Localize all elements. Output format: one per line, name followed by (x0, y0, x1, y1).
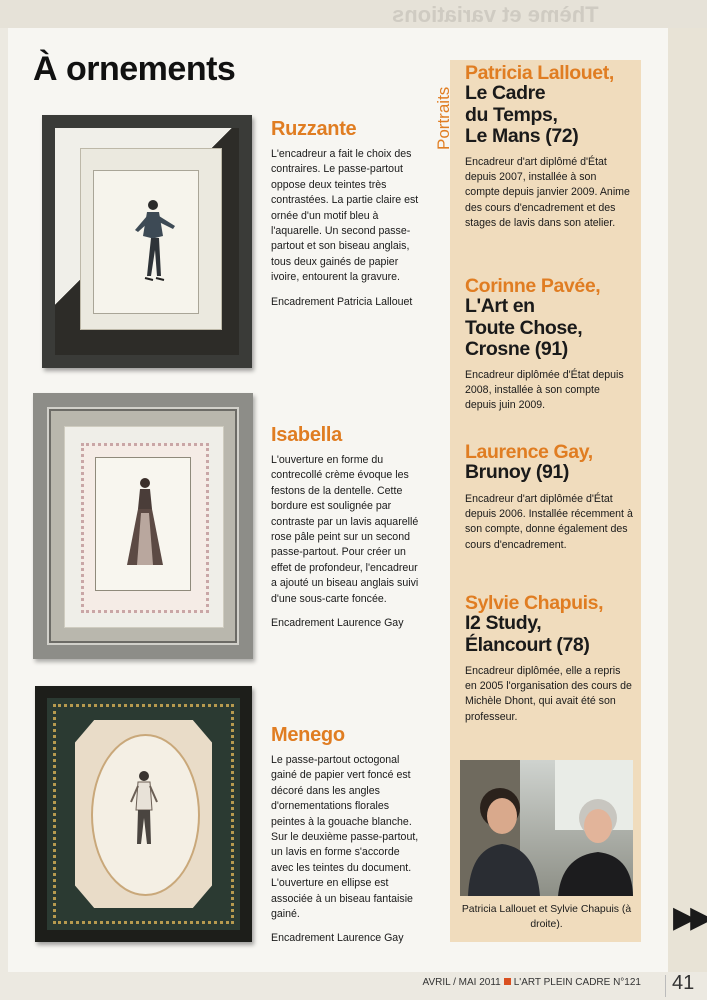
article-credit: Encadrement Laurence Gay (271, 617, 404, 630)
footer-issue: AVRIL / MAI 2011 (422, 977, 501, 988)
article-body: Le passe-partout octogonal gainé de papier vert foncé est décoré dans les angles d'ornementations florales peintes à la gouache blanche. Sur le deuxième passe-partout, un lavis en forme s'accorde avec les teintes du document. L'ouverture en ellipse est associée à un biseau fantaisie gainé. (271, 754, 419, 921)
portrait-patricia-lallouet (465, 63, 633, 232)
menego-framed-artwork (35, 686, 252, 942)
article-credit: Encadrement Patricia Lallouet (271, 295, 413, 308)
two-women-photo-icon (460, 760, 633, 896)
harlequin-figure-icon (125, 196, 181, 291)
photo-caption: Patricia Lallouet et Sylvie Chapuis (à droite). (461, 904, 632, 930)
article-isabella (271, 424, 421, 631)
portrait-shop: I2 Study, Élancourt (78) (465, 612, 590, 656)
article-menego (271, 724, 421, 947)
portraits-label: Portraits (434, 86, 453, 150)
portrait-shop: Le Cadre du Temps, Le Mans (72) (465, 82, 579, 147)
article-body: L'encadreur a fait le choix des contraires. Le passe-partout oppose deux teintes très contrastées. La partie claire est ornée d'un motif bleu à l'aquarelle. Un second passe-partout et son biseau anglais, tous deux gainés de papier ivoire, entourent la gravure. (271, 148, 419, 284)
portrait-name: Sylvie Chapuis, (465, 592, 604, 614)
portrait-description: Encadreur diplômée d'État depuis 2008, installée à son compte depuis juin 2009. (465, 368, 624, 412)
portrait-shop: L'Art en Toute Chose, Crosne (91) (465, 295, 583, 360)
portrait-sylvie-chapuis (465, 593, 633, 725)
portrait-name: Patricia Lallouet, (465, 62, 614, 84)
portrait-description: Encadreur diplômée, elle a repris en 2005 l'organisation des cours de Michèle Dhont, qui avait été son professeur. (465, 664, 632, 723)
page-edge (668, 28, 707, 972)
article-credit: Encadrement Laurence Gay (271, 932, 404, 945)
show-through-title: Thème et variations (392, 2, 599, 27)
ruzzante-framed-artwork (42, 115, 252, 368)
portrait-laurence-gay (465, 442, 633, 553)
isabella-framed-artwork (33, 393, 253, 659)
page-number: 41 (672, 972, 695, 994)
footer-divider (665, 975, 666, 997)
portrait-description: Encadreur d'art diplômé d'État depuis 2007, installée à son compte depuis janvier 2009. Anime des cours d'encadrement et des stages de lavis dans son atelier. (465, 155, 630, 230)
portrait-shop: Brunoy (91) (465, 461, 569, 484)
top-strip (0, 0, 707, 28)
lady-in-gown-figure-icon (125, 473, 165, 573)
article-title: Menego (271, 724, 345, 746)
footer-square-icon (504, 978, 511, 985)
man-standing-figure-icon (129, 768, 159, 853)
article-body: L'ouverture en forme du contrecollé crème évoque les festons de la dentelle. Cette bordure est soulignée par contraste par un lavis aquarellé rose pâle peint sur un second passe-partout. Pour créer un effet de profondeur, l'encadreur a ajouté un biseau anglais suivi d'une sous-carte foncée. (271, 454, 419, 605)
portrait-corinne-pavee (465, 276, 633, 414)
footer-issue-line (423, 977, 641, 988)
article-title: Isabella (271, 424, 342, 446)
portrait-photo (460, 760, 633, 896)
portrait-description: Encadreur d'art diplômée d'État depuis 2006. Installée récemment à son compte, donne également des cours d'encadrement. (465, 492, 633, 551)
footer-magazine: L'ART PLEIN CADRE N°121 (513, 977, 641, 988)
portrait-name: Corinne Pavée, (465, 275, 601, 297)
section-title: À ornements (33, 50, 236, 88)
portrait-name: Laurence Gay, (465, 441, 593, 463)
article-ruzzante (271, 118, 421, 310)
article-title: Ruzzante (271, 118, 357, 140)
double-chevron-right-icon[interactable]: ▶▶ (673, 901, 707, 934)
